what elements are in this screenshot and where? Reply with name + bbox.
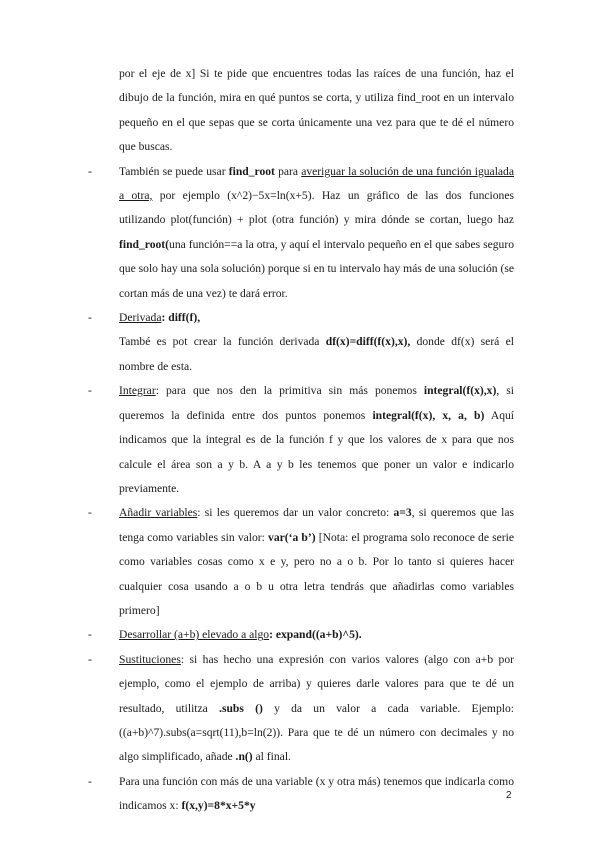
text-run: donde df(x) será el nombre de esta. bbox=[119, 335, 514, 373]
bold-run: integral(f(x),x) bbox=[423, 384, 497, 398]
list-item-text bbox=[119, 501, 514, 623]
list-item-text bbox=[119, 160, 514, 306]
bold-run: .n() bbox=[235, 750, 253, 764]
bold-run: : diff(f), bbox=[161, 311, 201, 325]
list-item-find-root bbox=[88, 160, 514, 306]
bold-run: f(x,y)=8*x+5*y bbox=[181, 799, 256, 813]
bold-run: integral(f(x), x, a, b) bbox=[372, 408, 485, 422]
page-number: 2 bbox=[506, 790, 512, 801]
bullet-dash: - bbox=[88, 164, 92, 178]
list-item-text bbox=[119, 770, 514, 819]
text-run: Aquí indicamos que la integral es de la función f y que los valores de x para que nos calcule el área son a y b. A a y b les tenemos que poner un valor e indicarlo previamente. bbox=[119, 408, 515, 495]
text-run: : si les queremos dar un valor concreto: bbox=[197, 506, 394, 520]
text-run: Para una función con más de una variable (x y otra más) tenemos que indicarla como indicamos x: bbox=[119, 774, 514, 813]
intro-paragraph: por el eje de x] Si te pide que encuentres todas las raíces de una función, haz el dibujo de la función, mira en qué puntos se corta, y utiliza find_root en un intervalo pequeño en el que sepas que se corta únicamente una vez para que te dé el número que buscas. bbox=[119, 67, 514, 154]
text-run: por ejemplo (x^2)−5x=ln(x+5). Haz un gráfico de las dos funciones utilizando plot(función) + plot (otra función) y mira dónde se cortan, luego haz bbox=[119, 189, 514, 227]
text-run: y da un valor a cada variable. Ejemplo: ((a+b)^7).subs(a=sqrt(11),b=ln(2)). Para que te dé un número con decimales y no algo simplificado, añade bbox=[119, 701, 514, 764]
bullet-dash: - bbox=[88, 384, 92, 398]
bullet-dash: - bbox=[88, 628, 92, 642]
list-item-text bbox=[119, 623, 514, 647]
bold-run: find_root bbox=[228, 164, 275, 178]
list-item-text bbox=[119, 306, 514, 379]
bullet-dash: - bbox=[88, 506, 92, 520]
bold-run: a=3 bbox=[393, 506, 412, 520]
text-run: También se puede usar bbox=[119, 164, 229, 178]
text-run: : para que nos den la primitiva sin más ponemos bbox=[155, 384, 424, 398]
list-item-sustituciones bbox=[88, 648, 514, 770]
text-run: al final. bbox=[252, 750, 291, 764]
bullet-dash: - bbox=[88, 774, 92, 788]
text-run: , si queremos que las tenga como variables sin valor: bbox=[119, 506, 514, 544]
list-item-integrar bbox=[88, 379, 514, 501]
list-item-text bbox=[119, 648, 514, 770]
bold-run: : expand((a+b)^5). bbox=[269, 628, 362, 642]
list-item-funcion-varias-variables bbox=[88, 770, 514, 819]
list-item-text bbox=[119, 379, 514, 501]
text-run: : si has hecho una expresión con varios valores (algo con a+b por ejemplo, como el ejemplo de arriba) y quieres darle valores para que te dé un resultado, utilitza bbox=[119, 652, 514, 715]
text-run: [Nota: el programa solo reconoce de serie como variables cosas como x e y, pero no a o b. Por lo tanto si quieres hacer cualquier cosa usando a o b u otra letra tendrás que añadirlas como variables primero] bbox=[119, 530, 515, 617]
page-content bbox=[88, 62, 514, 819]
text-run: També es pot crear la función derivada bbox=[119, 335, 326, 349]
text-run: para bbox=[274, 164, 302, 178]
list-item-anadir-variables bbox=[88, 501, 514, 623]
underlined-run: Desarrollar (a+b) elevado a algo bbox=[119, 628, 270, 642]
text-run: una función==a la otra, y aquí el intervalo pequeño en el que sabes seguro que solo hay una sola solución) porque si en tu intervalo hay más de una solución (se cortan más de una vez) te dará error. bbox=[119, 237, 514, 300]
text-run: , si queremos la definida entre dos puntos ponemos bbox=[119, 384, 514, 422]
list-item-derivada bbox=[88, 306, 514, 379]
bullet-dash: - bbox=[88, 311, 92, 325]
underlined-run: Sustituciones bbox=[119, 652, 181, 666]
bold-run: find_root( bbox=[119, 237, 170, 251]
underlined-run: Integrar bbox=[119, 384, 156, 398]
bold-run: df(x)=diff(f(x),x), bbox=[325, 335, 411, 349]
bold-run: var(‘a b’) bbox=[268, 530, 316, 544]
bold-run: .subs () bbox=[219, 701, 263, 715]
list-item-desarrollar bbox=[88, 623, 514, 647]
underlined-run: Añadir variables bbox=[119, 506, 198, 520]
underlined-run: averiguar la solución de una función igualada a otra, bbox=[119, 164, 515, 203]
bullet-dash: - bbox=[88, 652, 92, 666]
underlined-run: Derivada bbox=[119, 311, 162, 325]
